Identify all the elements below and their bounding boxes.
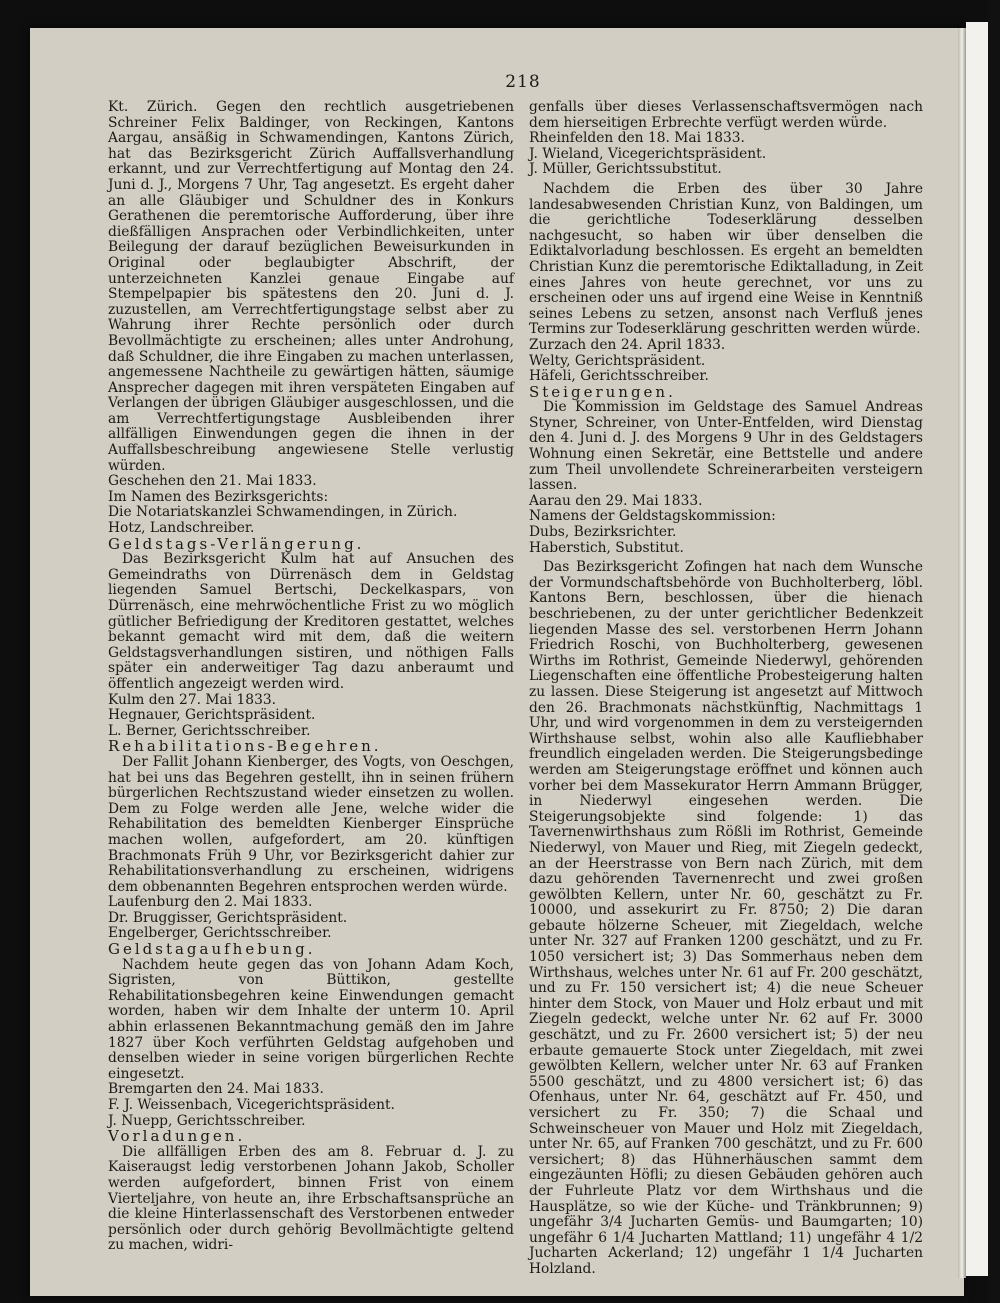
- kunz-notice-text: Nachdem die Erben des über 30 Jahre landesabwesenden Christian Kunz, von Baldingen, um die gerichtliche Todeserklärung desselben nachgesucht, so haben wir über denselben die Ediktalvorladung beschlossen. Es ergeht an bemeldten Christian Kunz die peremtorische Ediktalladung, in Zeit eines Jahres von heute gerechnet, vor uns zu erscheinen oder uns auf irgend eine Weise in Kenntniß seines Lebens zu setzen, ansonst nach Verfluß jenes Termins zur Todeserklärung geschritten werden würde.: [529, 180, 923, 338]
- left-column: [108, 100, 514, 1254]
- kunz-notice-signature-2: Häfeli, Gerichtsschreiber.: [529, 368, 709, 385]
- verlaengerung-signature-1: Hegnauer, Gerichtspräsident.: [108, 707, 316, 724]
- heading-geldstags-verlaengerung: Geldstags-Verlängerung.: [108, 534, 365, 553]
- steigerung-date: Aarau den 29. Mai 1833.: [529, 492, 703, 509]
- vorladung-date: Rheinfelden den 18. Mai 1833.: [529, 130, 745, 147]
- kunz-notice-signature-1: Welty, Gerichtspräsident.: [529, 352, 706, 369]
- verlaengerung-signature-2: L. Berner, Gerichtsschreiber.: [108, 722, 311, 739]
- page-number: 218: [505, 72, 541, 92]
- vorladung-continued-text: genfalls über dieses Verlassenschaftsvermögen nach dem hierseitigen Erbrechte verfügt werden würde.: [529, 99, 923, 131]
- page-gutter: [958, 28, 966, 1278]
- aufhebung-date: Bremgarten den 24. Mai 1833.: [108, 1081, 324, 1098]
- heading-geldstagaufhebung: Geldstagaufhebung.: [108, 940, 316, 959]
- zurich-notice-signature-1: Im Namen des Bezirksgerichts:: [108, 488, 329, 505]
- aufhebung-signature-2: J. Nuepp, Gerichtsschreiber.: [108, 1112, 306, 1129]
- rehabilitation-text: Der Fallit Johann Kienberger, des Vogts, von Oeschgen, hat bei uns das Begehren gestellt, ihn in seinen frühern bürgerlichen Rechtszustand wieder einsetzen zu wollen. Dem zu Folge werden alle Jene, welche wider die Rehabilitation des bemeldten Kienberger Einsprüche machen wollen, aufgefordert, am 20. künftigen Brachmonats Früh 9 Uhr, vor Bezirksgericht dahier zur Rehabilitationsverhandlung zu erscheinen, widrigens dem obbenannten Begehren entsprochen werden würde.: [108, 753, 514, 895]
- verlaengerung-date: Kulm den 27. Mai 1833.: [108, 691, 277, 708]
- zurich-notice-signature-3: Hotz, Landschreiber.: [108, 520, 255, 537]
- kunz-notice-date: Zurzach den 24. April 1833.: [529, 336, 726, 353]
- zofingen-notice-text: Das Bezirksgericht Zofingen hat nach dem Wunsche der Vormundschaftsbehörde von Buchholterberg, löbl. Kantons Bern, beschlossen, über die hienach beschriebenen, zu der unter gerichtlicher Bedenkzeit liegenden Masse des sel. verstorbenen Herrn Johann Friedrich Roschi, von Buchholterberg, gewesenen Wirths im Rothrist, Gemeinde Niederwyl, gehörenden Liegenschaften eine öffentliche Probesteigerung halten zu lassen. Diese Steigerung ist angesetzt auf Mittwoch den 26. Brachmonats nächstkünftig, Nachmittags 1 Uhr, und wird vorgenommen in dem zu versteigernden Wirthshause selbst, wohin also alle Kaufliebhaber freundlich eingeladen werden. Die Steigerungsbedinge werden am Steigerungstage eröffnet und können auch vorher bei dem Massekurator Herrn Ammann Brügger, in Niederwyl eingesehen werden. Die Steigerungsobjekte sind folgende: 1) das Tavernenwirthshaus zum Rößli im Rothrist, Gemeinde Niederwyl, von Mauer und Rieg, mit Ziegeln gedeckt, an der Heerstrasse von Bern nach Zürich, mit dem dazu gehörenden Tavernenrecht und zwei großen gewölbten Kellern, unter Nr. 60, geschätzt zu Fr. 10000, und assekurirt zu Fr. 8750; 2) Die daran gebaute hölzerne Scheuer, mit Ziegeldach, welche unter Nr. 327 auf Franken 1200 geschätzt, und zu Fr. 1050 versichert ist; 3) Das Sommerhaus neben dem Wirthshaus, welches unter Nr. 61 auf Fr. 200 geschätzt, und zu Fr. 150 versichert ist; 4) die neue Scheuer hinter dem Stock, von Mauer und Holz erbaut und mit Ziegeln gedeckt, welche unter Nr. 62 auf Fr. 3000 geschätzt, und zu Fr. 2600 versichert ist; 5) der neu erbaute gemauerte Stock unter Ziegeldach, mit zwei gewölbten Kellern, welcher unter Nr. 63 auf Franken 5500 geschätzt, und zu 4800 versichert ist; 6) das Ofenhaus, unter Nr. 64, geschätzt auf Fr. 450, und versichert zu Fr. 350; 7) die Schaal und Schweinscheuer von Mauer und Holz mit Ziegeldach, unter Nr. 65, auf Franken 700 geschätzt, und zu Fr. 600 versichert; 8) das Hühnerhäuschen sammt dem eingezäunten Höfli; zu diesen Gebäuden gehören auch der Fuhrleute Platz vor dem Wirthshaus und die Hausplätze, so wie der Küche- und Tränkbrunnen; 9) ungefähr 3/4 Jucharten Gemüs- und Baumgarten; 10) ungefähr 6 1/4 Jucharten Mattland; 11) ungefähr 4 1/2 Jucharten Ackerland; 12) ungefähr 1 1/4 Jucharten Holzland.: [529, 559, 923, 1277]
- aufhebung-signature-1: F. J. Weissenbach, Vicegerichtspräsident.: [108, 1097, 395, 1113]
- vorladung-text: Die allfälligen Erben des am 8. Februar d. J. zu Kaiseraugst ledig verstorbenen Johann Jakob, Scholler werden aufgefordert, binnen Frist von einem Vierteljahre, von heute an, ihre Erbschaftsansprüche an die kleine Hinterlassenschaft des Verstorbenen entweder persönlich oder durch gehörig Bevollmächtigte geltend zu machen, widri-: [108, 1143, 514, 1254]
- steigerung-signature-1: Namens der Geldstagskommission:: [529, 508, 776, 525]
- vorladung-signature-1: J. Wieland, Vicegerichtspräsident.: [529, 145, 767, 162]
- heading-vorladungen: Vorladungen.: [108, 1127, 246, 1146]
- zurich-notice-signature-2: Die Notariatskanzlei Schwamendingen, in Zürich.: [108, 504, 458, 521]
- vorladung-signature-2: J. Müller, Gerichtssubstitut.: [529, 161, 722, 178]
- verlaengerung-text: Das Bezirksgericht Kulm hat auf Ansuchen des Gemeindraths von Dürrenäsch dem in Geldstag liegenden Samuel Bertschi, Deckelkaspars, von Dürrenäsch, eine mehrwöchentliche Frist zu wo möglich gütlicher Befriedigung der Kreditoren gestattet, welches bekannt gemacht wird mit dem, daß die weitern Geldstagsverhandlungen sistiren, und nöthigen Falls später ein anderweitiger Tag dazu anberaumt und öffentlich angezeigt werden wird.: [108, 551, 514, 692]
- heading-rehabilitation: Rehabilitations-Begehren.: [108, 737, 382, 756]
- steigerung-signature-2: Dubs, Bezirksrichter.: [529, 524, 677, 541]
- steigerung-signature-3: Haberstich, Substitut.: [529, 539, 684, 556]
- steigerung-text: Die Kommission im Geldstage des Samuel Andreas Styner, Schreiner, von Unter-Entfelden, wird Dienstag den 4. Juni d. J. des Morgens 9 Uhr in des Geldstagers Wohnung einen Sekretär, eine Bettstelle und andere zum Theil unvollendete Schreinerarbeiten versteigern lassen.: [529, 399, 923, 494]
- zurich-notice-text: Kt. Zürich. Gegen den rechtlich ausgetriebenen Schreiner Felix Baldinger, von Reckingen, Kantons Aargau, ansäßig in Schwamendingen, Kantons Zürich, hat das Bezirksgericht Zürich Auffallsverhandlung erkannt, und zur Verrechtfertigung auf Montag den 24. Juni d. J., Morgens 7 Uhr, Tag angesetzt. Es ergeht daher an alle Gläubiger und Schuldner des in Konkurs Gerathenen die peremtorische Aufforderung, über ihre dießfälligen Ansprachen oder Verbindlichkeiten, unter Beilegung der darauf bezüglichen Beweisurkunden in Original oder beglaubigter Abschrift, der unterzeichneten Kanzlei genaue Eingabe auf Stempelpapier bis spätestens den 20. Juni d. J. zuzustellen, am Verrechtfertigungstage selbst aber zu Wahrung ihrer Rechte persönlich oder durch Bevollmächtigte zu erscheinen; alles unter Androhung, daß Schuldner, die ihre Eingaben zu machen unterlassen, angemessene Nachtheile zu gewärtigen hätten, säumige Ansprecher dagegen mit ihren verspäteten Eingaben auf Verlangen der übrigen Gläubiger ausgeschlossen, und die am Verrechtfertigungstage Ausbleibenden ihrer allfälligen Einwendungen gegen die ihnen in der Auffallsbeschreibung angewiesene Stelle verlustig würden.: [108, 99, 514, 474]
- aufhebung-text: Nachdem heute gegen das von Johann Adam Koch, Sigristen, von Büttikon, gestellte Rehabilitationsbegehren keine Einwendungen gemacht worden, haben wir dem Inhalte der unterm 10. April abhin erlassenen Bekanntmachung gemäß den im Jahre 1827 über Koch verführten Geldstag aufgehoben und denselben wieder in seine vorigen bürgerlichen Rechte eingesetzt.: [108, 956, 514, 1082]
- rehabilitation-date: Laufenburg den 2. Mai 1833.: [108, 894, 313, 911]
- rehabilitation-signature-1: Dr. Bruggisser, Gerichtspräsident.: [108, 909, 348, 926]
- rehabilitation-signature-2: Engelberger, Gerichtsschreiber.: [108, 925, 332, 942]
- scan-border: [988, 0, 1000, 1303]
- right-column: [529, 100, 923, 1278]
- heading-steigerungen: Steigerungen.: [529, 382, 676, 401]
- zurich-notice-date: Geschehen den 21. Mai 1833.: [108, 473, 317, 490]
